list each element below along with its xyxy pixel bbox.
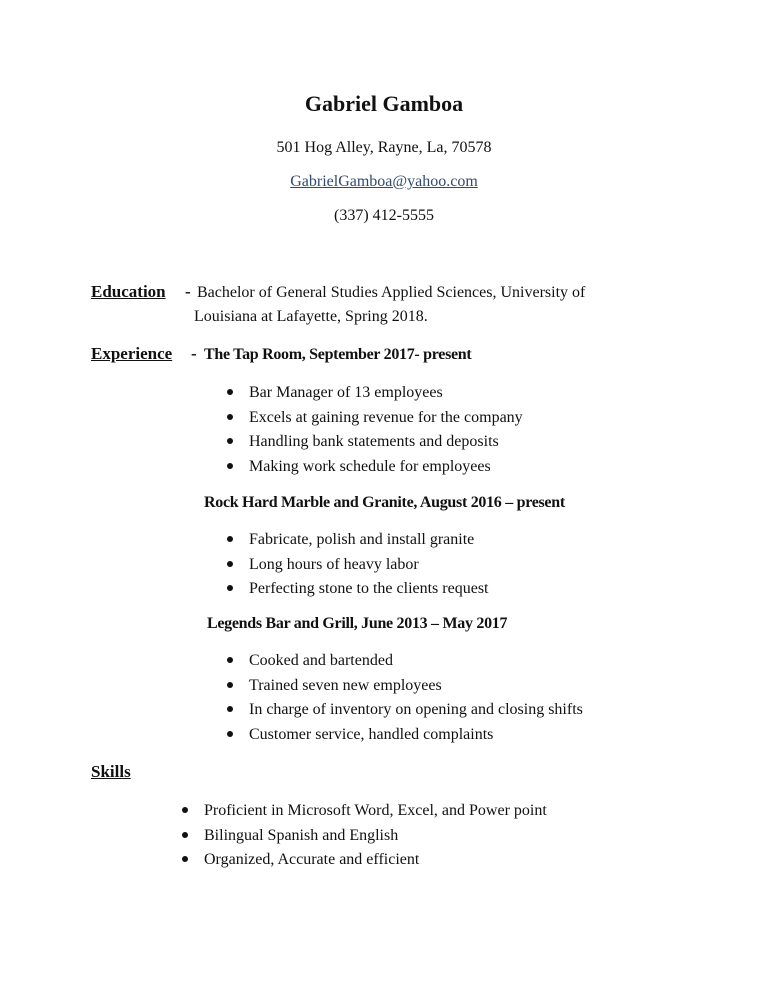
list-item: Bar Manager of 13 employees bbox=[249, 383, 523, 408]
bullet-icon bbox=[227, 414, 233, 420]
bullet-icon bbox=[227, 657, 233, 663]
education-dash: - bbox=[185, 282, 191, 301]
bullet-icon bbox=[227, 706, 233, 712]
bullet-icon bbox=[227, 389, 233, 395]
education-heading: Education bbox=[91, 282, 166, 301]
bullet-icon bbox=[227, 438, 233, 444]
bullet-icon bbox=[227, 561, 233, 567]
bullet-icon bbox=[227, 463, 233, 469]
bullet-icon bbox=[182, 856, 188, 862]
list-item: In charge of inventory on opening and closing shifts bbox=[249, 700, 583, 725]
list-item: Perfecting stone to the clients request bbox=[249, 579, 488, 604]
email-link[interactable]: GabrielGamboa@yahoo.com bbox=[290, 173, 478, 190]
bullet-icon bbox=[227, 731, 233, 737]
list-item: Trained seven new employees bbox=[249, 676, 583, 701]
job-title-tap-room: The Tap Room, September 2017- present bbox=[204, 346, 472, 363]
job-bullets-rock-hard bbox=[249, 530, 488, 604]
job-title-rock-hard: Rock Hard Marble and Granite, August 2016 – present bbox=[204, 494, 565, 511]
list-item: Customer service, handled complaints bbox=[249, 725, 583, 750]
bullet-icon bbox=[182, 807, 188, 813]
phone: (337) 412-5555 bbox=[334, 207, 434, 224]
list-item: Long hours of heavy labor bbox=[249, 555, 488, 580]
skills-heading: Skills bbox=[91, 762, 131, 781]
list-item: Handling bank statements and deposits bbox=[249, 432, 523, 457]
list-item: Making work schedule for employees bbox=[249, 457, 523, 482]
bullet-icon bbox=[227, 536, 233, 542]
email-line bbox=[0, 172, 768, 192]
experience-dash: - bbox=[191, 344, 197, 363]
address: 501 Hog Alley, Rayne, La, 70578 bbox=[276, 139, 492, 156]
education-line-1: Bachelor of General Studies Applied Sciences, University of bbox=[197, 284, 586, 301]
list-item: Proficient in Microsoft Word, Excel, and Power point bbox=[204, 801, 547, 826]
list-item: Fabricate, polish and install granite bbox=[249, 530, 488, 555]
bullet-icon bbox=[182, 832, 188, 838]
job-bullets-tap-room bbox=[249, 383, 523, 481]
resume-name: Gabriel Gamboa bbox=[304, 91, 464, 116]
experience-heading: Experience bbox=[91, 344, 173, 363]
bullet-icon bbox=[227, 682, 233, 688]
education-line-2: Louisiana at Lafayette, Spring 2018. bbox=[194, 308, 428, 325]
skills-bullets bbox=[204, 801, 547, 875]
list-item: Organized, Accurate and efficient bbox=[204, 850, 547, 875]
list-item: Excels at gaining revenue for the company bbox=[249, 408, 523, 433]
list-item: Cooked and bartended bbox=[249, 651, 583, 676]
job-title-legends: Legends Bar and Grill, June 2013 – May 2017 bbox=[207, 615, 508, 632]
bullet-icon bbox=[227, 585, 233, 591]
job-bullets-legends bbox=[249, 651, 583, 749]
list-item: Bilingual Spanish and English bbox=[204, 826, 547, 851]
